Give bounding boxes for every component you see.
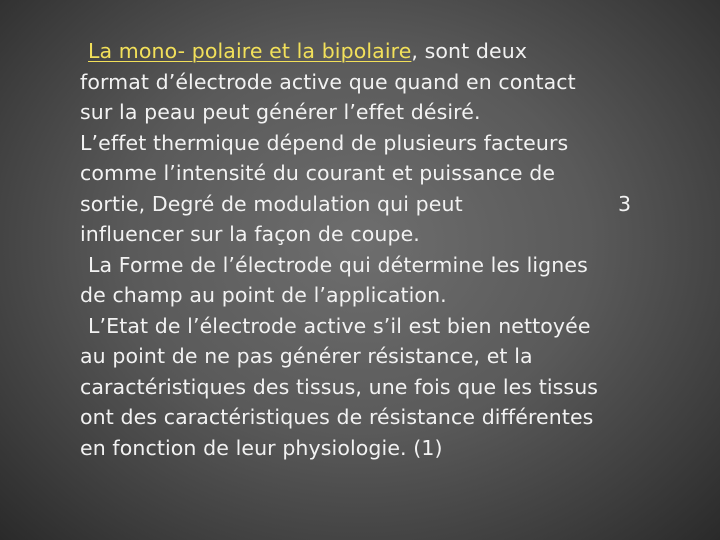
text-line: L’effet thermique dépend de plusieurs facteurs xyxy=(80,130,569,155)
text-line: L’Etat de l’électrode active s’il est bien nettoyée xyxy=(88,313,591,338)
highlighted-term: La mono- polaire et la bipolaire xyxy=(88,39,412,63)
text-line: en fonction de leur physiologie. (1) xyxy=(80,435,443,460)
text-line: de champ au point de l’application. xyxy=(80,283,447,307)
body-text xyxy=(80,36,680,463)
text-line: sur la peau peut générer l’effet désiré. xyxy=(80,100,481,124)
text-span: , sont deux xyxy=(411,39,528,63)
page-number: 3 xyxy=(618,191,632,216)
text-line: caractéristiques des tissus, une fois que les tissus xyxy=(80,374,599,399)
text-span: sortie, Degré de modulation qui peut xyxy=(80,191,463,216)
text-line: au point de ne pas générer résistance, et la xyxy=(80,344,533,368)
text-line: comme l’intensité du courant et puissance de xyxy=(80,161,556,185)
text-line xyxy=(80,189,680,220)
text-line xyxy=(80,36,680,67)
text-line: influencer sur la façon de coupe. xyxy=(80,222,420,246)
text-line: La Forme de l’électrode qui détermine les lignes xyxy=(88,252,588,277)
text-line: format d’électrode active que quand en contact xyxy=(80,69,576,94)
text-line: ont des caractéristiques de résistance différentes xyxy=(80,405,594,429)
